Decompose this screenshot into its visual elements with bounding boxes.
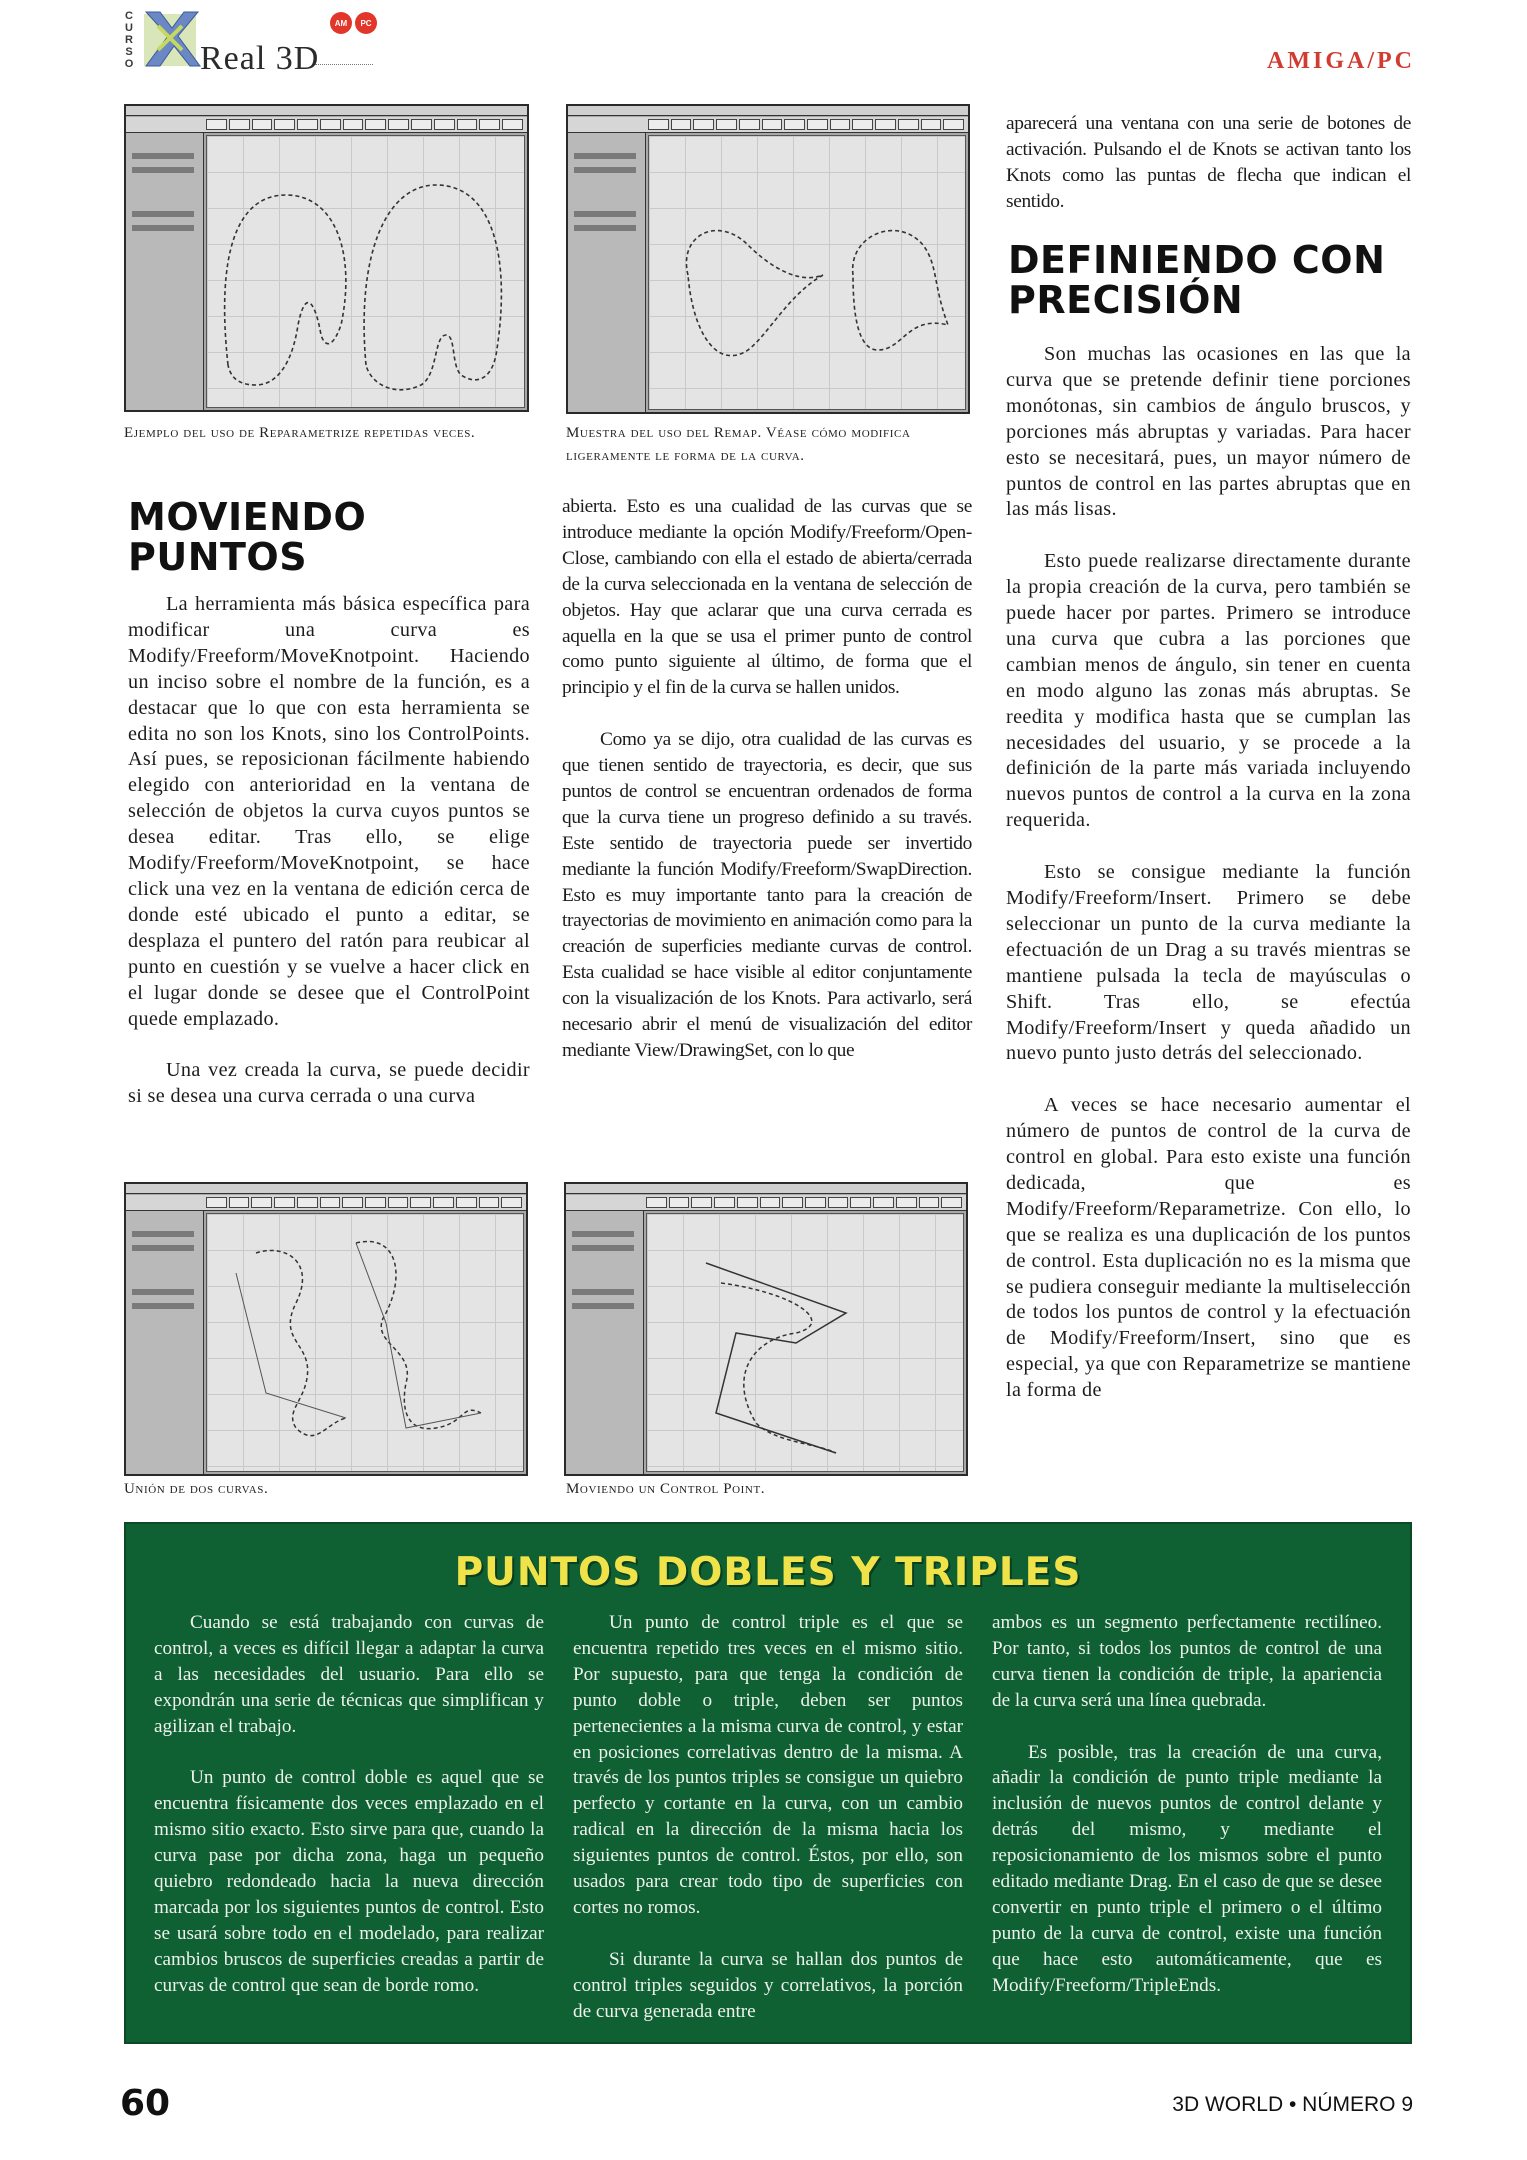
paragraph: aparecerá una ventana con una serie de botones de activación. Pulsando el de Knots se activan tanto los Knots como las puntas de flecha que indican el sentido. xyxy=(1006,113,1411,212)
window-sidebar xyxy=(126,133,204,410)
paragraph: Son muchas las ocasiones en las que la curva que se pretende definir tiene porciones monótonas, sin cambios de ángulo bruscos, y porciones más abruptas y variadas. Para hacer esto se necesitará, pues, un mayor número de puntos de control en las partes abruptas que en las más lisas. xyxy=(1006,343,1411,521)
publication-info: 3D WORLD • NÚMERO 9 xyxy=(1172,2093,1413,2116)
paragraph: Cuando se está trabajando con curvas de control, a veces es difícil llegar a adaptar la curva a las necesidades del usuario. Para ello se expondrán una serie de técnicas que simplifican y agilizan el trabajo. xyxy=(154,1612,544,1737)
box-column-1 xyxy=(154,1610,544,1999)
paragraph: Un punto de control doble es aquel que se encuentra físicamente dos veces emplazado en el mismo sitio exacto. Esto sirve para que, cuando la curva pase por dicha zona, haga un pequeño quiebro redondeado hacia la nueva dirección marcada por los siguientes puntos de control. Esto se usará sobre todo en el modelado, para realizar cambios bruscos de superficies creadas a partir de curvas de control que sean de borde romo. xyxy=(154,1767,544,1996)
article-column-right-top xyxy=(1006,111,1411,215)
window-sidebar xyxy=(568,133,646,412)
section-heading-moviendo: MOVIENDO PUNTOS xyxy=(128,495,367,579)
section-tag-curso: C U R S O xyxy=(124,10,134,70)
screenshot-remap xyxy=(566,104,970,414)
figure-caption: Muestra del uso del Remap. Véase cómo modifica ligeramente le forma de la curva. xyxy=(566,425,911,464)
paragraph: Como ya se dijo, otra cualidad de las curvas es que tienen sentido de trayectoria, es decir, que sus puntos de control se encuentran ordenados de forma que la curva tiene un progreso definido a su través. Este sentido de trayectoria puede ser invertido mediante la función Modify/Freeform/SwapDirection. Esto es muy importante tanto para la creación de trayectorias de movimiento en animación como para la creación de superficies mediante curvas de control. Esta cualidad se hace visible al editor conjuntamente con la visualización de los Knots. Para activarlo, será necesario abrir el menú de visualización del editor mediante View/DrawingSet, con lo que xyxy=(562,729,972,1062)
paragraph: Si durante la curva se hallan dos puntos de control triples seguidos y correlativos, la porción de curva generada entre xyxy=(573,1948,963,2022)
screenshot-reparametrize xyxy=(124,104,529,412)
paragraph: Esto puede realizarse directamente durante la propia creación de la curva, pero también se puede hacer por partes. Primero se introduce una curva que cubra a las porciones que cambian menos de ángulo, sin tener en cuenta en modo alguno las zonas más abruptas. Se reedita y modifica hasta que se cumplan las necesidades del usuario, y se procede a la definición de la parte más variada incluyendo nuevos puntos de control a la curva en la zona requerida. xyxy=(1006,550,1411,832)
curve-drawing xyxy=(648,135,968,412)
section-heading-definiendo: DEFINIENDO CON PRECISIÓN xyxy=(1008,238,1386,322)
figure-caption: Moviendo un Control Point. xyxy=(566,1481,766,1497)
series-title: Real 3D xyxy=(200,40,320,77)
platform-badges xyxy=(330,12,377,34)
series-logo-icon xyxy=(138,6,204,72)
screenshot-move-control-point xyxy=(564,1182,968,1476)
header-dotted-rule xyxy=(315,64,373,65)
article-column-left xyxy=(128,592,530,1110)
paragraph: Un punto de control triple es el que se encuentra repetido tres veces en el mismo sitio. Por supuesto, para que tenga la condición de punto doble o triple, deben ser puntos pertenecientes a la misma curva de control, y estar en posiciones correlativas dentro de la misma. A través de los puntos triples se consigue un quiebro perfecto y cortante en la curva, con un cambio radical en la dirección de la misma hacia los siguientes puntos de control. Éstos, por ello, son usados para crear todo tipo de superficies con cortes no romos. xyxy=(573,1612,963,1918)
badge-am: AM xyxy=(330,12,352,34)
figure-caption: Ejemplo del uso de Reparametrize repetidas veces. xyxy=(124,425,476,441)
article-column-right xyxy=(1006,342,1411,1404)
platform-label: AMIGA/PC xyxy=(1267,48,1415,74)
window-sidebar xyxy=(566,1211,644,1474)
toolbar-buttons xyxy=(206,119,523,130)
sidebar-box-puntos-dobles xyxy=(124,1522,1412,2044)
screenshot-curve-union xyxy=(124,1182,528,1476)
window-sidebar xyxy=(126,1211,204,1474)
toolbar-buttons xyxy=(206,1197,522,1208)
window-titlebar xyxy=(126,106,527,116)
window-titlebar xyxy=(568,106,968,116)
paragraph: Esto se consigue mediante la función Modify/Freeform/Insert. Primero se debe seleccionar un punto de la curva mediante la efectuación de un Drag a su través mientras se mantiene pulsada la tecla de mayúsculas o Shift. Tras ello, se efectúa Modify/Freeform/Insert y queda añadido un nuevo punto justo detrás del seleccionado. xyxy=(1006,861,1411,1065)
paragraph: La herramienta más básica específica para modificar una curva es Modify/Freeform/MoveKnotpoint. Haciendo un inciso sobre el nombre de la función, es a destacar que lo que con esta herramienta se edita no son los Knots, sino los ControlPoints. Así pues, se reposicionan fácilmente habiendo elegido con anterioridad en la ventana de selección de objetos la curva cuyos puntos se desea editar. Tras ello, se elige Modify/Freeform/MoveKnotpoint, se hace click una vez en la ventana de edición cerca de donde esté ubicado el punto a editar, se desplaza el puntero del ratón para reubicar al punto en cuestión y se vuelve a hacer click en el lugar donde se desee que el ControlPoint quede emplazado. xyxy=(128,593,530,1030)
paragraph: A veces se hace necesario aumentar el número de puntos de control de la curva de control en global. Para esto existe una función dedicada, que es Modify/Freeform/Reparametrize. Con ello, lo que se realiza es una duplicación de los puntos de control. Esta duplicación no es la misma que se pudiera conseguir mediante la multiselección de todos los puntos de control y la efectuación de Modify/Freeform/Insert, sino que es especial, ya que con Reparametrize se mantiene la forma de xyxy=(1006,1094,1411,1402)
curve-drawing xyxy=(206,1213,526,1474)
curve-drawing xyxy=(646,1213,966,1474)
toolbar-buttons xyxy=(648,119,964,130)
page-number: 60 xyxy=(120,2083,171,2124)
window-titlebar xyxy=(126,1184,526,1194)
window-titlebar xyxy=(566,1184,966,1194)
box-column-2 xyxy=(573,1610,963,2024)
paragraph: Es posible, tras la creación de una curva, añadir la condición de punto triple mediante la inclusión de nuevos puntos de control delante y detrás del mismo, y mediante el reposicionamiento de los mismos sobre el punto editado mediante Drag. En el caso de que se desee convertir en punto triple el primero o el último punto de la curva de control, existe una función que hace esto automáticamente, que es Modify/Freeform/TripleEnds. xyxy=(992,1741,1382,1996)
paragraph: ambos es un segmento perfectamente rectilíneo. Por tanto, si todos los puntos de control de una curva tienen la condición de triple, la apariencia de la curva será una línea quebrada. xyxy=(992,1612,1382,1711)
paragraph: abierta. Esto es una cualidad de las curvas que se introduce mediante la opción Modify/Freeform/Open-Close, cambiando con ella el estado de abierta/cerrada de la curva seleccionada en la ventana de selección de objetos. Hay que aclarar que una curva cerrada es aquella en la que se usa el primer punto de control como punto siguiente al último, de forma que el principio y el fin de la curva se hallen unidos. xyxy=(562,496,972,699)
figure-caption: Unión de dos curvas. xyxy=(124,1481,269,1497)
toolbar-buttons xyxy=(646,1197,962,1208)
article-column-middle xyxy=(562,494,972,1064)
box-column-3 xyxy=(992,1610,1382,1999)
paragraph: Una vez creada la curva, se puede decidir si se desea una curva cerrada o una curva xyxy=(128,1059,530,1108)
badge-pc: PC xyxy=(355,12,377,34)
curve-drawing xyxy=(206,135,527,410)
box-title: PUNTOS DOBLES Y TRIPLES xyxy=(454,1550,1082,1595)
